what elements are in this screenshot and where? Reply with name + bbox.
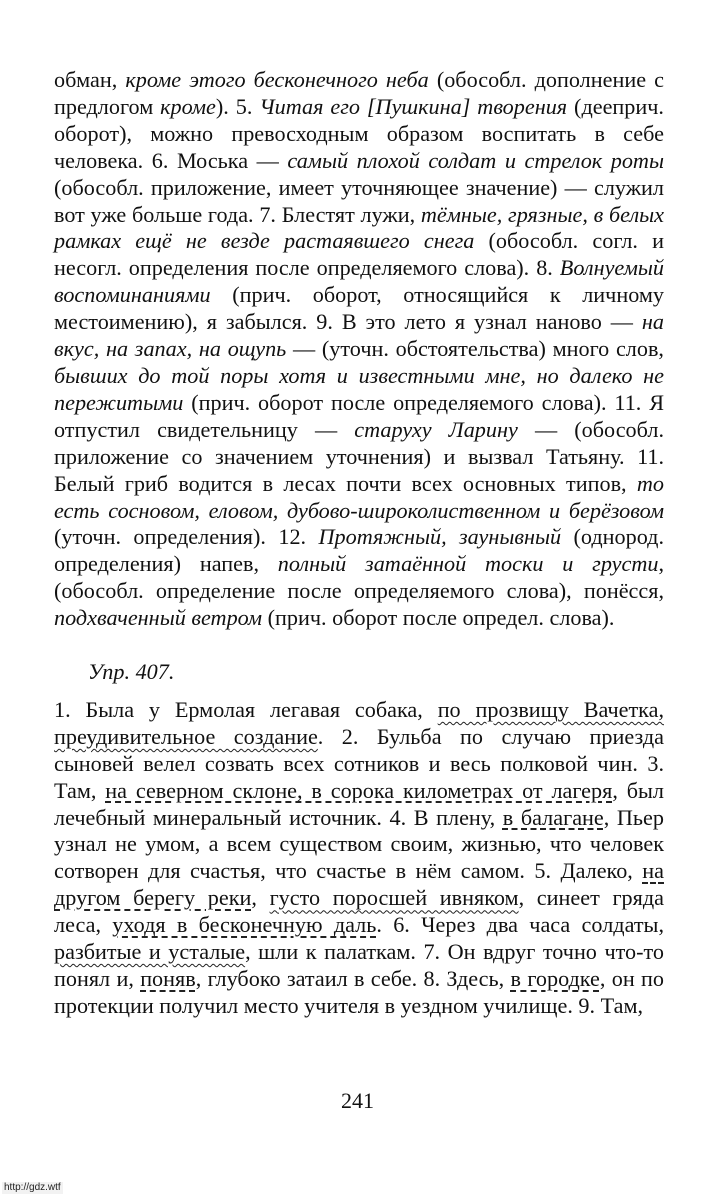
italic-phrase: кроме этого бесконечного неба (125, 67, 429, 92)
italic-phrase: то есть сосновом, еловом, дубово-широколиственном и берёзовом (54, 470, 664, 523)
text-run: . 6. Через два часа солдаты, (376, 912, 664, 938)
italic-phrase: полный затаённой тоски и грусти (277, 551, 659, 577)
text-run: , (обособл. определение после определяемого слова), понёсся, (54, 551, 664, 604)
text-run: , он по протекции получил место учителя в уездном училище. 9. Там, (54, 966, 665, 1018)
text-run: , (251, 885, 270, 911)
text-run: — (уточн. обстоятельства) много слов, (286, 336, 664, 362)
italic-phrase: Протяжный, заунывный (318, 524, 562, 550)
text-run: (уточн. определения). 12. (54, 524, 319, 550)
underlined-phrase: на северном склоне, в сорока километрах от лагеря (105, 777, 613, 803)
text-run: , синеет гряда леса, (54, 885, 664, 938)
answer-continuation-paragraph (54, 67, 664, 632)
italic-phrase: Читая его [Пушкина] творения (259, 93, 568, 119)
text-run: , был лечебный минеральный источник. 4. В плену, (54, 777, 664, 830)
text-run: , Пьер узнал не умом, а всем существом своим, жизнью, что человек сотворен для счастья, что счастье в нём самом. 5. Далеко, (54, 804, 664, 884)
text-block (54, 67, 664, 1020)
italic-phrase: старуху Ларину (354, 416, 518, 442)
text-run: (прич. оборот после определ. слова). (262, 605, 615, 631)
text-run: (обособл. согл. и несогл. определения после определяемого слова). 8. (54, 228, 664, 281)
italic-phrase: бывших до той поры хотя и известными мне, но далеко не пережитыми (54, 362, 664, 415)
underlined-phrase: в городке (510, 966, 600, 991)
underlined-phrase: в балагане (502, 804, 604, 830)
underlined-phrase: поняв (140, 966, 196, 991)
underlined-phrase: густо поросшей ивняком (269, 885, 519, 911)
underlined-phrase: по прозвищу Вачетка, преудивительное создание (54, 696, 664, 749)
italic-phrase: кроме (160, 93, 216, 119)
italic-phrase: Волнуемый воспоминаниями (54, 255, 664, 308)
page-number: 241 (341, 1088, 374, 1113)
italic-phrase: самый плохой солдат и стрелок роты (287, 147, 664, 173)
text-run: — (обособл. приложение со значением уточнения) и вызвал Татьяну. 11. Белый гриб водится в лесах почти всех основных типов, (54, 416, 664, 496)
exercise-407-paragraph (54, 697, 664, 1020)
text-run: , глубоко затаил в себе. 8. Здесь, (195, 966, 511, 991)
text-run: (однород. определения) напев, (54, 524, 665, 577)
italic-phrase: тёмные, грязные, в белых рамках ещё не везде растаявшего снега (54, 201, 664, 254)
underlined-phrase: разбитые и усталые (54, 939, 246, 965)
exercise-heading: Упр. 407. (88, 659, 175, 685)
text-run: 1. Была у Ермолая легавая собака, (54, 696, 438, 722)
text-run: , шли к палаткам. 7. Он вдруг точно что-то понял и, (54, 939, 664, 991)
text-run: . 2. Бульба по случаю приезда сыновей велел созвать всех сотников и весь полковой чин. 3. Там, (54, 723, 664, 803)
italic-phrase: на вкус, на запах, на ощупь (54, 309, 664, 362)
text-run: (прич. оборот после определяемого слова). 11. Я отпустил свидетельницу — (54, 389, 664, 442)
underlined-phrase: на другом берегу реки (54, 858, 664, 911)
underlined-phrase: уходя в бесконечную даль (112, 912, 377, 938)
text-run: (дееприч. оборот), можно превосходным образом воспитать в себе человека. 6. Моська — (54, 93, 664, 173)
text-run: (обособл. дополнение с предлогом (54, 67, 664, 119)
text-run: (обособл. приложение, имеет уточняющее значение) — служил вот уже больше года. 7. Блестят лужи, (54, 174, 664, 227)
watermark-link[interactable]: http://gdz.wtf (4, 1182, 61, 1193)
text-run: обман, (54, 67, 126, 92)
text-run: (прич. оборот, относящийся к личному местоимению), я забылся. 9. В это лето я узнал наново — (54, 282, 664, 335)
text-run: ). 5. (215, 93, 260, 119)
italic-phrase: подхваченный ветром (54, 605, 263, 631)
